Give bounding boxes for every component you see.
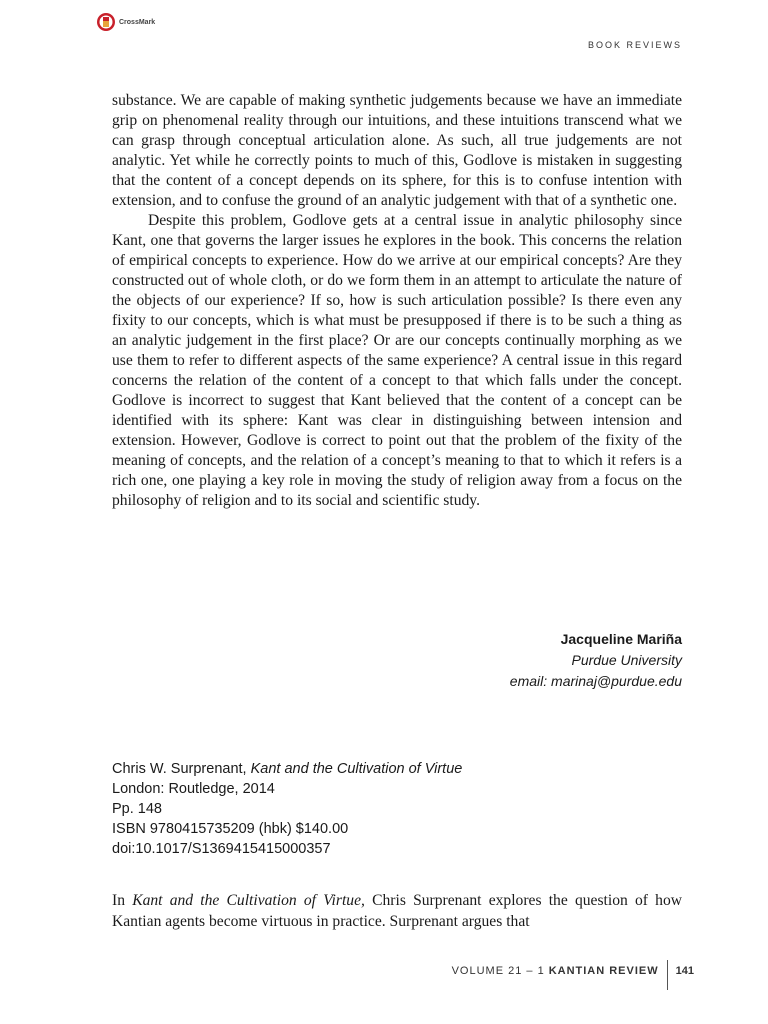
reviewer-affiliation: Purdue University (571, 652, 682, 668)
page-number: 141 (675, 965, 694, 977)
book-title: Kant and the Cultivation of Virtue (250, 761, 463, 777)
footer-journal: KANTIAN REVIEW (548, 965, 659, 977)
page-footer (452, 960, 694, 982)
book-details (112, 759, 462, 859)
crossmark-badge[interactable] (96, 12, 155, 32)
opening-text: Chris Surprenant explores the question of how Kantian agents become virtuous in practice. Surprenant argues that (112, 892, 683, 930)
reviewer-signature (510, 629, 682, 692)
paragraph: substance. We are capable of making synthetic judgements because we have an immediate grip on phenomenal reality through our intuitions, and these intuitions transcend what we can grasp through conceptual articulation alone. As such, all true judgements are not analytic. Yet while he correctly points to much of this, Godlove is mistaken in suggesting that the content of a concept depends on its sphere, for this is to confuse intention with extension, and to confuse the ground of an analytic judgement with that of a synthetic one. (112, 92, 682, 209)
book-publisher: London: Routledge, 2014 (112, 781, 275, 797)
footer-volume: VOLUME 21 – 1 (451, 965, 545, 977)
new-review-opening (112, 891, 682, 932)
running-head: BOOK REVIEWS (587, 40, 682, 50)
book-citation (112, 759, 462, 779)
footer-divider (667, 960, 668, 990)
crossmark-icon (96, 12, 116, 32)
previous-review-body (112, 91, 682, 511)
crossmark-label: CrossMark (119, 18, 156, 26)
opening-prefix: In (112, 892, 133, 909)
book-author: Chris W. Surprenant, (112, 761, 251, 777)
book-pages: Pp. 148 (112, 801, 162, 817)
opening-title: Kant and the Cultivation of Virtue, (132, 892, 365, 909)
book-doi[interactable]: doi:10.1017/S1369415415000357 (112, 841, 331, 857)
reviewer-name: Jacqueline Mariña (560, 631, 682, 647)
paragraph: Despite this problem, Godlove gets at a central issue in analytic philosophy since Kant, one that governs the larger issues he explores in the book. This concerns the relation of empirical concepts to experience. How do we arrive at our empirical concepts? Are they constructed out of whole cloth, or do we form them in an attempt to articulate the nature of the objects of our experience? If so, how is such articulation possible? Is there even any fixity to our concepts, which is what must be presupposed if there is to be such a thing as an analytic judgement in the first place? Or are our concepts continually morphing as we use them to refer to different aspects of the same experience? A central issue in this regard concerns the relation of the content of a concept to that which falls under the concept. Godlove is incorrect to suggest that Kant believed that the content of a concept can be identified with its sphere: Kant was clear in distinguishing between intension and extension. However, Godlove is correct to point out that the problem of the fixity of the meaning of concepts, and the relation of a concept’s meaning to that to which it refers is a rich one, one playing a key role in moving the study of religion away from a focus on the philosophy of religion and to its social and scientific study. (112, 212, 682, 509)
book-isbn: ISBN 9780415735209 (hbk) $140.00 (112, 821, 349, 837)
reviewer-email[interactable]: email: marinaj@purdue.edu (509, 673, 682, 689)
